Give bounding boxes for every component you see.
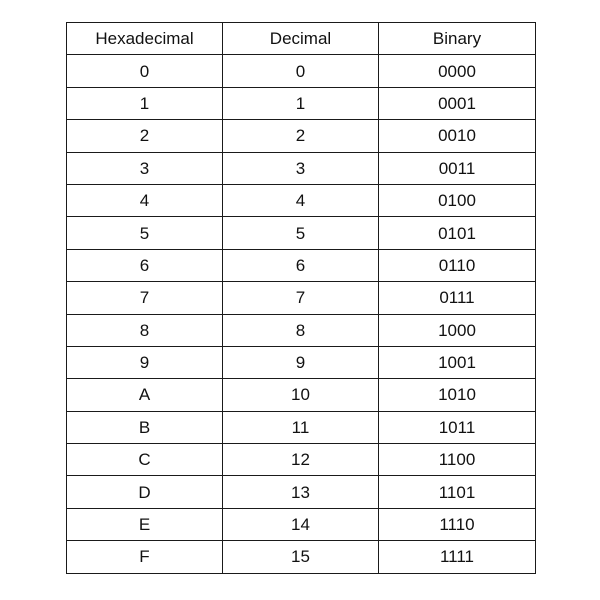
hex-cell: 7 (67, 282, 223, 314)
decimal-cell: 10 (223, 379, 379, 411)
table-row (67, 152, 536, 184)
header-decimal: Decimal (223, 23, 379, 55)
table-row (67, 379, 536, 411)
binary-cell: 1111 (379, 541, 536, 573)
table-row (67, 476, 536, 508)
binary-cell: 1110 (379, 508, 536, 540)
hex-cell: A (67, 379, 223, 411)
binary-cell: 1010 (379, 379, 536, 411)
binary-cell: 0011 (379, 152, 536, 184)
table-row (67, 508, 536, 540)
binary-cell: 0101 (379, 217, 536, 249)
table-header (67, 23, 536, 55)
decimal-cell: 9 (223, 346, 379, 378)
decimal-cell: 2 (223, 120, 379, 152)
table-row (67, 87, 536, 119)
decimal-cell: 15 (223, 541, 379, 573)
hex-cell: 6 (67, 249, 223, 281)
hex-cell: 8 (67, 314, 223, 346)
hex-cell: 4 (67, 184, 223, 216)
hex-cell: 9 (67, 346, 223, 378)
decimal-cell: 6 (223, 249, 379, 281)
decimal-cell: 1 (223, 87, 379, 119)
table-row (67, 217, 536, 249)
decimal-cell: 12 (223, 444, 379, 476)
hex-cell: 3 (67, 152, 223, 184)
table-row (67, 282, 536, 314)
decimal-cell: 4 (223, 184, 379, 216)
hex-cell: 5 (67, 217, 223, 249)
table-row (67, 346, 536, 378)
binary-cell: 0111 (379, 282, 536, 314)
header-binary: Binary (379, 23, 536, 55)
table-row (67, 314, 536, 346)
decimal-cell: 14 (223, 508, 379, 540)
hex-cell: F (67, 541, 223, 573)
hex-cell: D (67, 476, 223, 508)
decimal-cell: 0 (223, 55, 379, 87)
header-row (67, 23, 536, 55)
binary-cell: 1000 (379, 314, 536, 346)
hex-cell: 1 (67, 87, 223, 119)
table-row (67, 184, 536, 216)
hex-cell: E (67, 508, 223, 540)
hex-cell: 2 (67, 120, 223, 152)
table-row (67, 444, 536, 476)
table-row (67, 249, 536, 281)
hex-decimal-binary-table (66, 22, 536, 574)
hex-cell: B (67, 411, 223, 443)
table-row (67, 120, 536, 152)
hex-cell: 0 (67, 55, 223, 87)
decimal-cell: 8 (223, 314, 379, 346)
table-row (67, 541, 536, 573)
conversion-table-container (66, 22, 536, 574)
binary-cell: 0000 (379, 55, 536, 87)
decimal-cell: 7 (223, 282, 379, 314)
binary-cell: 1100 (379, 444, 536, 476)
binary-cell: 0100 (379, 184, 536, 216)
decimal-cell: 13 (223, 476, 379, 508)
header-hexadecimal: Hexadecimal (67, 23, 223, 55)
decimal-cell: 11 (223, 411, 379, 443)
binary-cell: 0010 (379, 120, 536, 152)
binary-cell: 1101 (379, 476, 536, 508)
table-body (67, 55, 536, 573)
decimal-cell: 5 (223, 217, 379, 249)
decimal-cell: 3 (223, 152, 379, 184)
binary-cell: 1001 (379, 346, 536, 378)
table-row (67, 411, 536, 443)
table-row (67, 55, 536, 87)
binary-cell: 0110 (379, 249, 536, 281)
hex-cell: C (67, 444, 223, 476)
binary-cell: 1011 (379, 411, 536, 443)
binary-cell: 0001 (379, 87, 536, 119)
